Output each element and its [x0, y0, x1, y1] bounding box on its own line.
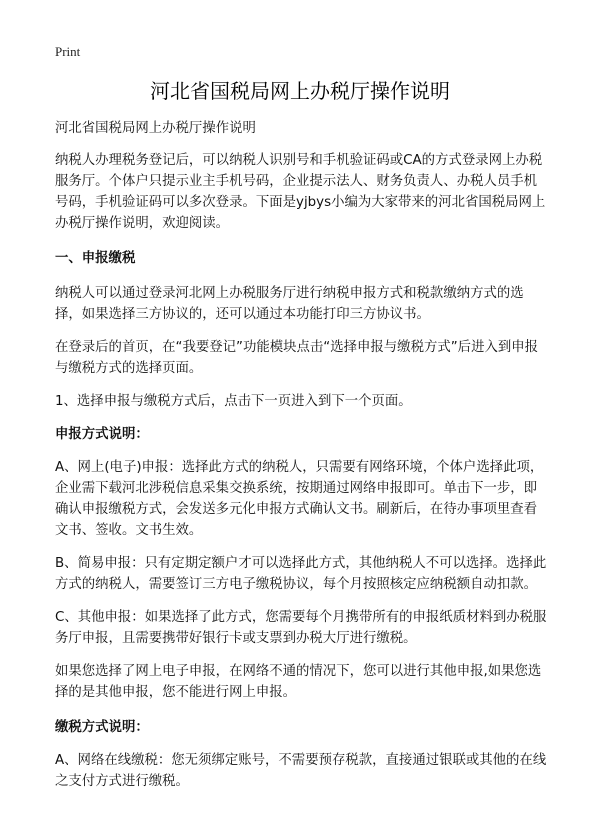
intro-paragraph: 纳税人办理税务登记后，可以纳税人识别号和手机验证码或CA的方式登录网上办税服务厅。个体户只提示业主手机号码，企业提示法人、财务负责人、办税人员手机号码，手机验证码可以多次登录。下面是yjbys小编为大家带来的河北省国税局网上办税厅操作说明，欢迎阅读。 — [55, 153, 546, 231]
declare-option-b: B、简易申报：只有定期定额户才可以选择此方式，其他纳税人不可以选择。选择此方式的纳税人，需要签订三方电子缴税协议，每个月按照核定应纳税额自动扣款。 — [55, 556, 547, 592]
section-heading-declare-pay: 一、申报缴税 — [55, 251, 136, 266]
pay-option-a: A、网络在线缴税：您无须绑定账号，不需要预存税款，直接通过银联或其他的在线之支付方式进行缴税。 — [55, 753, 547, 789]
declare-option-c: C、其他申报：如果选择了此方式，您需要每个月携带所有的申报纸质材料到办税服务厅申报，且需要携带好银行卡或支票到办税大厅进行缴税。 — [55, 610, 547, 646]
declare-option-a: A、网上(电子)申报：选择此方式的纳税人，只需要有网络环境，个体户选择此项，企业需下载河北涉税信息采集交换系统，按期通过网络申报即可。单击下一步，即确认申报缴税方式，会发送多元化申报方式确认文书。刷新后，在待办事项里查看文书、签收。文书生效。 — [55, 460, 544, 538]
section1-paragraph-1: 纳税人可以通过登录河北网上办税服务厅进行纳税申报方式和税款缴纳方式的选择，如果选择三方协议的，还可以通过本功能打印三方协议书。 — [55, 286, 524, 322]
article-subtitle: 河北省国税局网上办税厅操作说明 — [55, 121, 256, 136]
section1-paragraph-2: 在登录后的首页，在“我要登记”功能模块点击“选择申报与缴税方式”后进入到申报与缴税方式的选择页面。 — [55, 340, 539, 376]
page-title: 河北省国税局网上办税厅操作说明 — [150, 79, 450, 103]
section1-paragraph-3: 1、选择申报与缴税方式后，点击下一页进入到下一个页面。 — [55, 394, 412, 409]
declare-method-heading: 申报方式说明： — [55, 427, 149, 442]
article-body — [55, 114, 550, 792]
pay-method-heading: 缴税方式说明： — [55, 720, 149, 735]
print-link[interactable]: Print — [55, 44, 81, 59]
declare-note: 如果您选择了网上电子申报，在网络不通的情况下，您可以进行其他申报,如果您选择的是其他申报，您不能进行网上申报。 — [55, 664, 542, 700]
